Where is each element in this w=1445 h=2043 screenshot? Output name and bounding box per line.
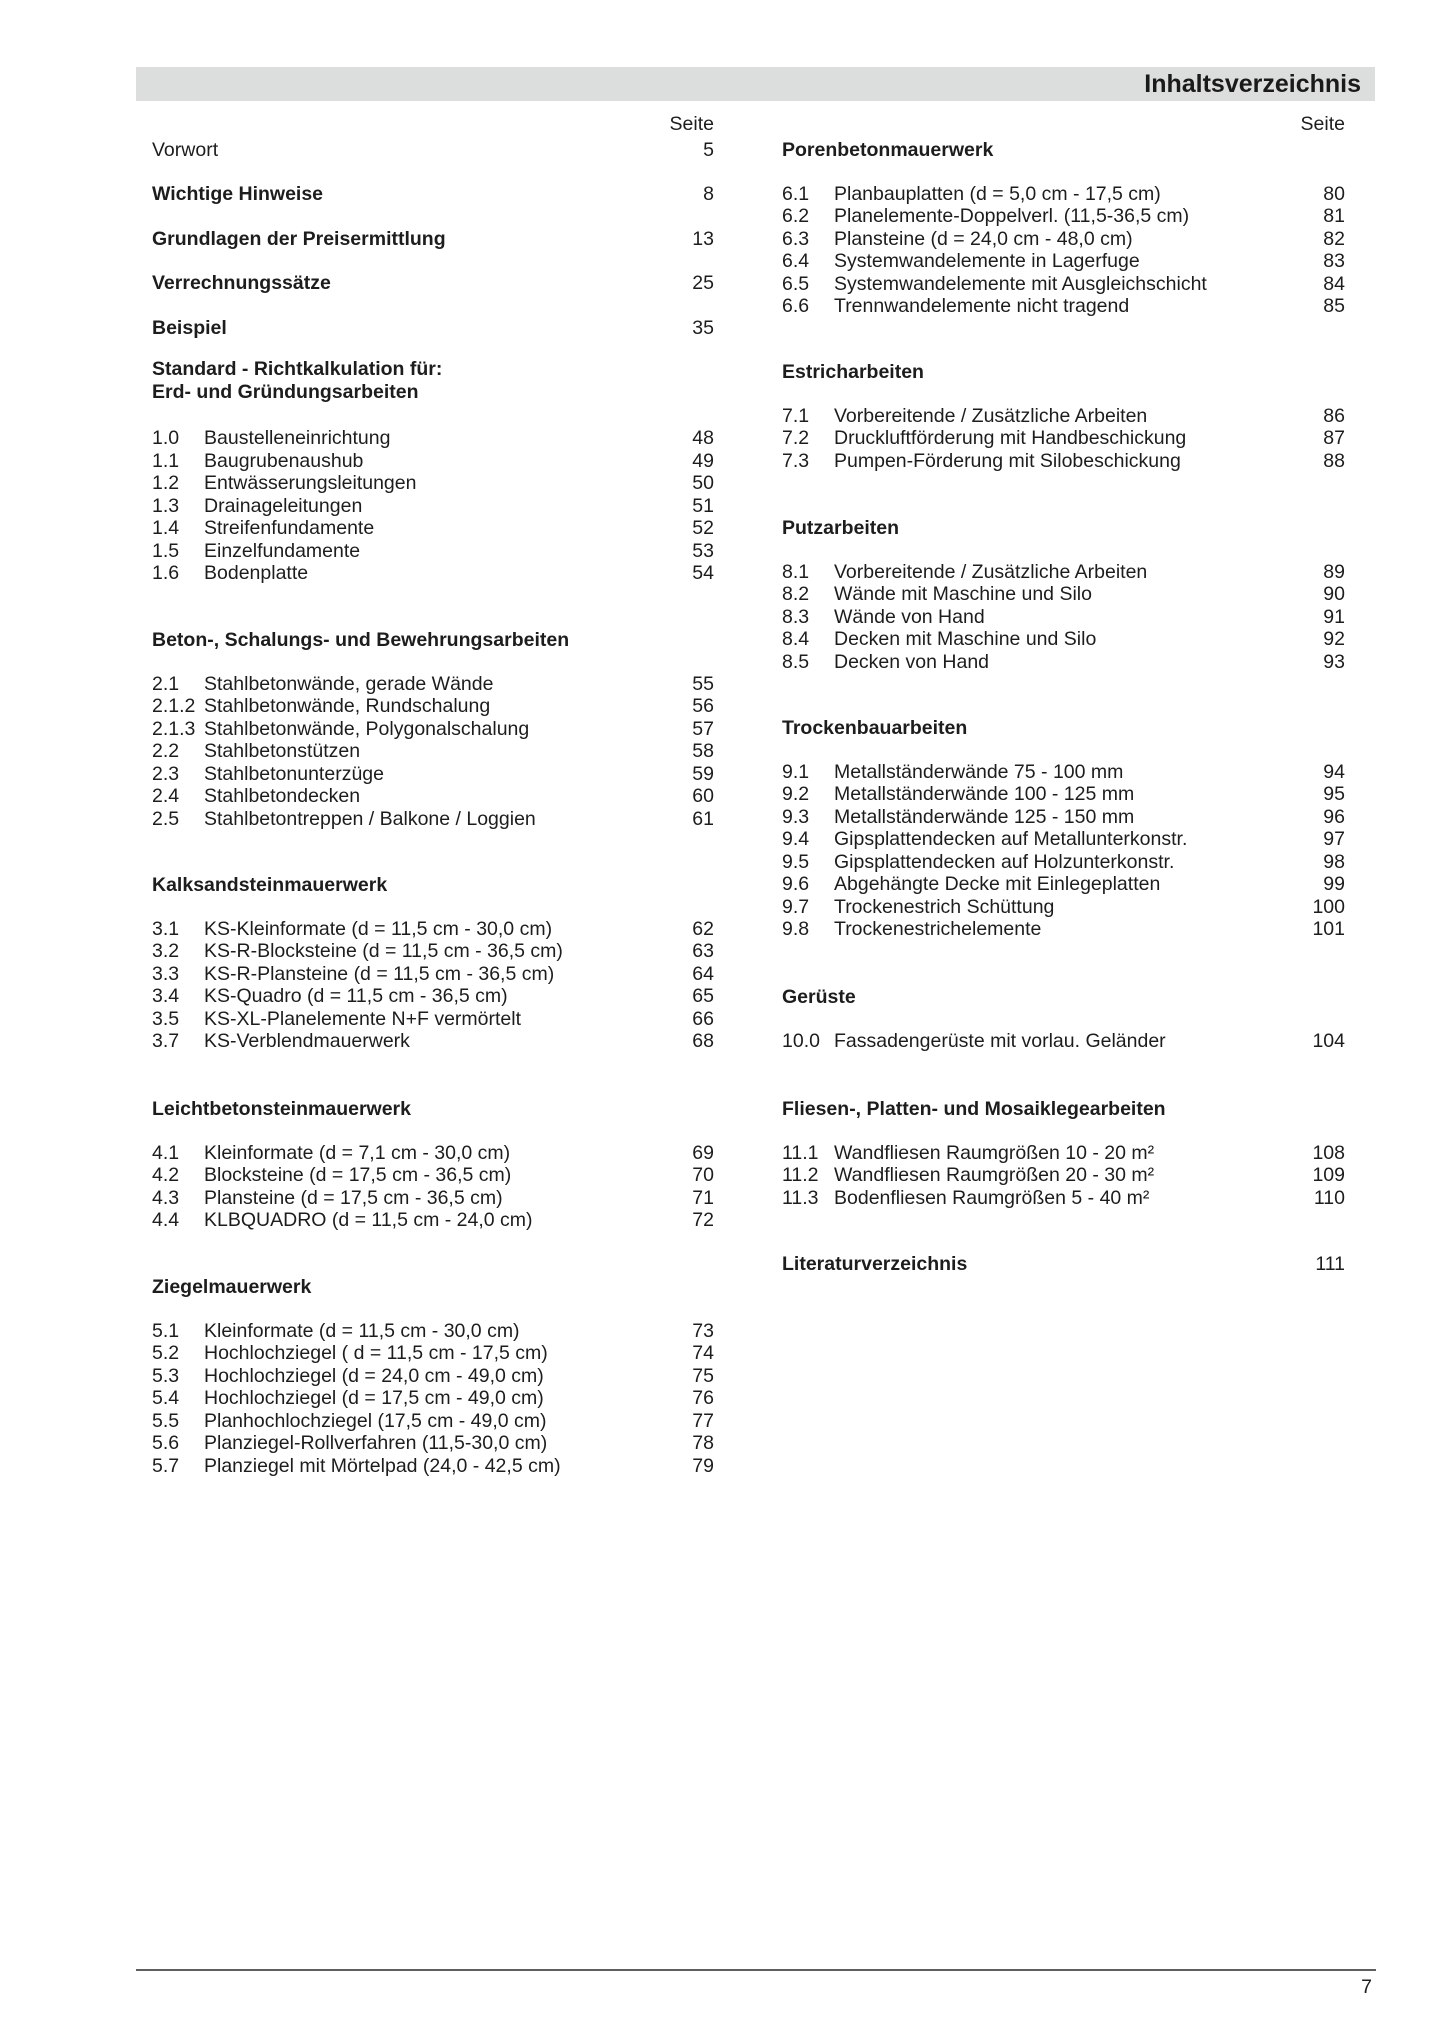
seite-column-header-left: Seite bbox=[669, 113, 714, 135]
section-items bbox=[152, 1320, 714, 1478]
toc-section bbox=[152, 874, 714, 1053]
toc-entry bbox=[152, 450, 714, 473]
entry-number: 5.1 bbox=[152, 1319, 180, 1342]
entry-page: 108 bbox=[1312, 1141, 1345, 1164]
entry-label: KS-R-Blocksteine (d = 11,5 cm - 36,5 cm) bbox=[204, 940, 563, 962]
toc-section bbox=[782, 717, 1345, 941]
entry-label: Wände mit Maschine und Silo bbox=[834, 583, 1092, 605]
entry-page: 52 bbox=[692, 517, 714, 539]
entry-label: Plansteine (d = 24,0 cm - 48,0 cm) bbox=[834, 227, 1133, 250]
entry-label: Pumpen-Förderung mit Silobeschickung bbox=[834, 449, 1181, 472]
section-title: Putzarbeiten bbox=[782, 517, 900, 539]
entry-page: 83 bbox=[1323, 250, 1345, 272]
entry-label: Planziegel mit Mörtelpad (24,0 - 42,5 cm) bbox=[204, 1454, 561, 1477]
section-title: Leichtbetonsteinmauerwerk bbox=[152, 1098, 411, 1120]
entry-label: Drainageleitungen bbox=[204, 494, 363, 517]
entry-page: 59 bbox=[692, 762, 714, 785]
toc-entry bbox=[782, 606, 1345, 629]
entry-page: 54 bbox=[692, 562, 714, 584]
toc-entry bbox=[152, 763, 714, 786]
entry-number: 9.2 bbox=[782, 783, 810, 805]
section-title: Ziegelmauerwerk bbox=[152, 1276, 312, 1298]
header-bar bbox=[136, 67, 1375, 101]
entry-label: Gipsplattendecken auf Holzunterkonstr. bbox=[834, 850, 1175, 873]
entry-label: Planelemente-Doppelverl. (11,5-36,5 cm) bbox=[834, 205, 1190, 227]
entry-number: 1.4 bbox=[152, 517, 180, 539]
entry-label: Vorbereitende / Zusätzliche Arbeiten bbox=[834, 560, 1148, 583]
entry-page: 71 bbox=[692, 1186, 714, 1209]
entry-page: 49 bbox=[692, 449, 714, 472]
entry-page: 74 bbox=[692, 1342, 714, 1364]
entry-number: 2.5 bbox=[152, 807, 180, 830]
entry-number: 9.6 bbox=[782, 873, 810, 895]
entry-number: 7.1 bbox=[782, 404, 810, 427]
page-title: Inhaltsverzeichnis bbox=[1144, 69, 1361, 98]
entry-label: Beispiel bbox=[152, 317, 227, 339]
entry-number: 2.1 bbox=[152, 672, 180, 695]
entry-page: 73 bbox=[692, 1319, 714, 1342]
toc-section bbox=[782, 986, 1345, 1052]
entry-label: Kleinformate (d = 11,5 cm - 30,0 cm) bbox=[204, 1319, 520, 1342]
section-items bbox=[782, 1142, 1345, 1210]
entry-page: 84 bbox=[1323, 272, 1345, 295]
entry-label: Stahlbetonunterzüge bbox=[204, 762, 384, 785]
entry-page: 104 bbox=[1312, 1029, 1345, 1052]
entry-number: 9.4 bbox=[782, 828, 810, 850]
entry-page: 93 bbox=[1323, 650, 1345, 673]
toc-entry bbox=[152, 740, 714, 763]
toc-entry bbox=[152, 139, 714, 162]
entry-label: Stahlbetonwände, Polygonalschalung bbox=[204, 717, 530, 740]
toc-entry bbox=[152, 918, 714, 941]
entry-label: Hochlochziegel (d = 17,5 cm - 49,0 cm) bbox=[204, 1387, 544, 1409]
entry-page: 85 bbox=[1323, 295, 1345, 317]
entry-page: 68 bbox=[692, 1030, 714, 1052]
entry-label: Decken mit Maschine und Silo bbox=[834, 628, 1097, 650]
entry-label: Druckluftförderung mit Handbeschickung bbox=[834, 427, 1187, 449]
toc-entry bbox=[152, 695, 714, 718]
toc-section bbox=[152, 1098, 714, 1232]
toc-entry bbox=[152, 1030, 714, 1053]
section-title-line2: Erd- und Gründungsarbeiten bbox=[152, 380, 419, 403]
toc-entry bbox=[152, 317, 714, 340]
toc-entry bbox=[152, 1410, 714, 1433]
entry-page: 25 bbox=[692, 272, 714, 294]
entry-page: 60 bbox=[692, 785, 714, 807]
entry-label: Trockenestrich Schüttung bbox=[834, 895, 1055, 918]
toc-entry bbox=[152, 1432, 714, 1455]
entry-label: Bodenplatte bbox=[204, 562, 309, 584]
toc-entry bbox=[782, 561, 1345, 584]
entry-label: KS-Kleinformate (d = 11,5 cm - 30,0 cm) bbox=[204, 917, 553, 940]
toc-entry bbox=[782, 918, 1345, 941]
toc-section bbox=[782, 517, 1345, 673]
entry-number: 11.2 bbox=[782, 1164, 819, 1186]
entry-label: Wandfliesen Raumgrößen 20 - 30 m² bbox=[834, 1164, 1155, 1186]
entry-page: 55 bbox=[692, 672, 714, 695]
entry-number: 9.7 bbox=[782, 895, 810, 918]
entry-label: KS-Quadro (d = 11,5 cm - 36,5 cm) bbox=[204, 985, 508, 1007]
entry-page: 109 bbox=[1312, 1164, 1345, 1186]
toc-section bbox=[152, 1276, 714, 1477]
toc-entry bbox=[152, 985, 714, 1008]
entry-number: 6.4 bbox=[782, 250, 810, 272]
entry-number: 1.1 bbox=[152, 449, 180, 472]
entry-page: 100 bbox=[1312, 895, 1345, 918]
entry-page: 90 bbox=[1323, 583, 1345, 605]
entry-number: 8.2 bbox=[782, 583, 810, 605]
toc-entry bbox=[782, 1030, 1345, 1053]
entry-number: 3.1 bbox=[152, 917, 180, 940]
entry-label: Planhochlochziegel (17,5 cm - 49,0 cm) bbox=[204, 1409, 547, 1432]
entry-page: 87 bbox=[1323, 427, 1345, 449]
toc-entry bbox=[152, 785, 714, 808]
entry-page: 66 bbox=[692, 1007, 714, 1030]
entry-label: Systemwandelemente in Lagerfuge bbox=[834, 250, 1140, 272]
toc-entry bbox=[782, 1142, 1345, 1165]
entry-number: 8.1 bbox=[782, 560, 810, 583]
entry-number: 1.5 bbox=[152, 539, 180, 562]
entry-label: KS-XL-Planelemente N+F vermörtelt bbox=[204, 1007, 521, 1030]
entry-number: 8.4 bbox=[782, 628, 810, 650]
entry-label: KS-Verblendmauerwerk bbox=[204, 1030, 410, 1052]
entry-page: 77 bbox=[692, 1409, 714, 1432]
toc-entry bbox=[152, 1342, 714, 1365]
entry-number: 4.2 bbox=[152, 1164, 180, 1186]
section-title: Estricharbeiten bbox=[782, 361, 924, 383]
entry-number: 9.3 bbox=[782, 805, 810, 828]
section-items bbox=[152, 918, 714, 1053]
seite-column-header-right: Seite bbox=[1300, 113, 1345, 135]
entry-page: 99 bbox=[1323, 873, 1345, 895]
entry-page: 70 bbox=[692, 1164, 714, 1186]
entry-page: 78 bbox=[692, 1432, 714, 1454]
section-title: Porenbetonmauerwerk bbox=[782, 139, 994, 161]
entry-page: 57 bbox=[692, 717, 714, 740]
toc-entry bbox=[782, 205, 1345, 228]
toc-entry bbox=[152, 718, 714, 741]
entry-page: 81 bbox=[1323, 205, 1345, 227]
entry-page: 35 bbox=[692, 317, 714, 339]
entry-number: 6.1 bbox=[782, 182, 810, 205]
toc-entry bbox=[782, 183, 1345, 206]
entry-page: 53 bbox=[692, 539, 714, 562]
entry-number: 5.4 bbox=[152, 1387, 180, 1409]
entry-number: 1.6 bbox=[152, 562, 180, 584]
entry-page: 8 bbox=[703, 183, 714, 205]
entry-label: Trockenestrichelemente bbox=[834, 918, 1042, 940]
entry-label: KLBQUADRO (d = 11,5 cm - 24,0 cm) bbox=[204, 1209, 533, 1231]
entry-number: 10.0 bbox=[782, 1029, 820, 1052]
entry-number: 3.3 bbox=[152, 962, 180, 985]
toc-entry bbox=[152, 1008, 714, 1031]
entry-number: 2.4 bbox=[152, 785, 180, 807]
entry-number: 6.2 bbox=[782, 205, 810, 227]
toc-entry bbox=[152, 1387, 714, 1410]
section-items bbox=[782, 183, 1345, 318]
toc-section bbox=[782, 139, 1345, 318]
toc-entry bbox=[782, 761, 1345, 784]
toc-section bbox=[782, 361, 1345, 472]
toc-entry bbox=[152, 183, 714, 206]
entry-number: 2.1.2 bbox=[152, 695, 196, 717]
toc-entry bbox=[152, 1142, 714, 1165]
toc-entry bbox=[782, 450, 1345, 473]
section-items bbox=[152, 427, 714, 585]
toc-entry bbox=[152, 963, 714, 986]
entry-label: Streifenfundamente bbox=[204, 517, 375, 539]
entry-label: Kleinformate (d = 7,1 cm - 30,0 cm) bbox=[204, 1141, 511, 1164]
entry-page: 72 bbox=[692, 1209, 714, 1231]
section-title: Gerüste bbox=[782, 986, 856, 1008]
entry-number: 2.3 bbox=[152, 762, 180, 785]
entry-number: 2.1.3 bbox=[152, 717, 196, 740]
entry-number: 7.2 bbox=[782, 427, 810, 449]
section-title: Fliesen-, Platten- und Mosaiklegearbeiten bbox=[782, 1098, 1166, 1120]
entry-label: Stahlbetonwände, Rundschalung bbox=[204, 695, 491, 717]
entry-label: Decken von Hand bbox=[834, 650, 990, 673]
entry-label: Baustelleneinrichtung bbox=[204, 427, 391, 449]
entry-label: Vorbereitende / Zusätzliche Arbeiten bbox=[834, 404, 1148, 427]
entry-label: Verrechnungssätze bbox=[152, 272, 331, 294]
toc-entry bbox=[782, 806, 1345, 829]
entry-number: 5.2 bbox=[152, 1342, 180, 1364]
entry-label: Stahlbetondecken bbox=[204, 785, 361, 807]
entry-page: 86 bbox=[1323, 404, 1345, 427]
entry-page: 62 bbox=[692, 917, 714, 940]
toc-entry bbox=[782, 250, 1345, 273]
entry-label: Stahlbetonstützen bbox=[204, 740, 361, 762]
entry-label: Entwässerungsleitungen bbox=[204, 472, 417, 494]
entry-page: 76 bbox=[692, 1387, 714, 1409]
section-items bbox=[782, 405, 1345, 473]
toc-entry bbox=[782, 1187, 1345, 1210]
entry-label: Vorwort bbox=[152, 139, 219, 161]
entry-page: 97 bbox=[1323, 828, 1345, 850]
entry-number: 9.5 bbox=[782, 850, 810, 873]
toc-entry bbox=[782, 628, 1345, 651]
entry-label: Wände von Hand bbox=[834, 605, 985, 628]
entry-number: 1.0 bbox=[152, 427, 180, 449]
toc-entry bbox=[782, 651, 1345, 674]
entry-number: 3.5 bbox=[152, 1007, 180, 1030]
entry-number: 3.7 bbox=[152, 1030, 180, 1052]
entry-number: 11.1 bbox=[782, 1141, 819, 1164]
entry-page: 101 bbox=[1312, 918, 1345, 940]
section-items bbox=[152, 1142, 714, 1232]
entry-label: Hochlochziegel (d = 24,0 cm - 49,0 cm) bbox=[204, 1364, 544, 1387]
entry-page: 91 bbox=[1323, 605, 1345, 628]
toc-entry bbox=[152, 1209, 714, 1232]
toc-entry-literature bbox=[782, 1253, 1345, 1276]
entry-label: Wandfliesen Raumgrößen 10 - 20 m² bbox=[834, 1141, 1155, 1164]
entry-label: Planbauplatten (d = 5,0 cm - 17,5 cm) bbox=[834, 182, 1161, 205]
entry-page: 111 bbox=[1315, 1253, 1345, 1275]
toc-entry bbox=[152, 472, 714, 495]
entry-number: 4.3 bbox=[152, 1186, 180, 1209]
entry-label: Einzelfundamente bbox=[204, 539, 361, 562]
entry-page: 58 bbox=[692, 740, 714, 762]
toc-entry bbox=[152, 1455, 714, 1478]
section-items bbox=[782, 761, 1345, 941]
entry-page: 69 bbox=[692, 1141, 714, 1164]
toc-entry bbox=[152, 673, 714, 696]
entry-page: 110 bbox=[1313, 1186, 1345, 1209]
entry-label: Blocksteine (d = 17,5 cm - 36,5 cm) bbox=[204, 1164, 512, 1186]
section-items bbox=[782, 561, 1345, 674]
entry-label: Wichtige Hinweise bbox=[152, 183, 324, 205]
toc-entry bbox=[782, 851, 1345, 874]
entry-label: Trennwandelemente nicht tragend bbox=[834, 295, 1130, 317]
toc-entry bbox=[782, 583, 1345, 606]
entry-number: 3.4 bbox=[152, 985, 180, 1007]
entry-label: Abgehängte Decke mit Einlegeplatten bbox=[834, 873, 1161, 895]
section-title: Beton-, Schalungs- und Bewehrungsarbeiten bbox=[152, 629, 570, 651]
entry-number: 2.2 bbox=[152, 740, 180, 762]
entry-number: 4.1 bbox=[152, 1141, 180, 1164]
entry-label: Fassadengerüste mit vorlau. Geländer bbox=[834, 1029, 1166, 1052]
entry-page: 88 bbox=[1323, 449, 1345, 472]
toc-entry bbox=[782, 228, 1345, 251]
entry-number: 6.6 bbox=[782, 295, 810, 317]
entry-number: 9.1 bbox=[782, 760, 810, 783]
entry-number: 1.3 bbox=[152, 494, 180, 517]
entry-label: Metallständerwände 100 - 125 mm bbox=[834, 783, 1135, 805]
entry-number: 9.8 bbox=[782, 918, 810, 940]
toc-entry bbox=[782, 295, 1345, 318]
toc-entry bbox=[152, 808, 714, 831]
section-items bbox=[782, 1030, 1345, 1053]
entry-label: Grundlagen der Preisermittlung bbox=[152, 228, 446, 250]
entry-page: 5 bbox=[703, 139, 714, 161]
toc-entry bbox=[152, 540, 714, 563]
section-title: Trockenbauarbeiten bbox=[782, 717, 968, 739]
entry-number: 7.3 bbox=[782, 449, 810, 472]
toc-section bbox=[152, 358, 714, 585]
entry-page: 95 bbox=[1323, 783, 1345, 805]
entry-page: 79 bbox=[692, 1454, 714, 1477]
toc-entry bbox=[152, 940, 714, 963]
entry-page: 51 bbox=[692, 494, 714, 517]
entry-page: 65 bbox=[692, 985, 714, 1007]
entry-label: Systemwandelemente mit Ausgleichschicht bbox=[834, 272, 1207, 295]
entry-number: 5.3 bbox=[152, 1364, 180, 1387]
entry-page: 92 bbox=[1323, 628, 1345, 650]
entry-page: 98 bbox=[1323, 850, 1345, 873]
entry-page: 63 bbox=[692, 940, 714, 962]
entry-page: 61 bbox=[692, 807, 714, 830]
entry-number: 5.6 bbox=[152, 1432, 180, 1454]
entry-label: Planziegel-Rollverfahren (11,5-30,0 cm) bbox=[204, 1432, 548, 1454]
entry-page: 82 bbox=[1323, 227, 1345, 250]
entry-number: 4.4 bbox=[152, 1209, 180, 1231]
entry-page: 56 bbox=[692, 695, 714, 717]
entry-label: Hochlochziegel ( d = 11,5 cm - 17,5 cm) bbox=[204, 1342, 548, 1364]
entry-label: Plansteine (d = 17,5 cm - 36,5 cm) bbox=[204, 1186, 503, 1209]
entry-label: Stahlbetontreppen / Balkone / Loggien bbox=[204, 807, 536, 830]
toc-section bbox=[782, 1098, 1345, 1209]
toc-entry bbox=[782, 828, 1345, 851]
toc-entry bbox=[152, 1320, 714, 1343]
entry-page: 94 bbox=[1323, 760, 1345, 783]
entry-label: Metallständerwände 75 - 100 mm bbox=[834, 760, 1124, 783]
entry-label: Literaturverzeichnis bbox=[782, 1253, 968, 1275]
toc-entry bbox=[782, 783, 1345, 806]
entry-page: 89 bbox=[1323, 560, 1345, 583]
toc-entry bbox=[152, 272, 714, 295]
toc-entry bbox=[152, 517, 714, 540]
entry-page: 75 bbox=[692, 1364, 714, 1387]
entry-number: 8.5 bbox=[782, 650, 810, 673]
toc-section bbox=[152, 629, 714, 830]
toc-entry bbox=[152, 1365, 714, 1388]
entry-label: Metallständerwände 125 - 150 mm bbox=[834, 805, 1135, 828]
entry-number: 5.5 bbox=[152, 1409, 180, 1432]
toc-entry bbox=[782, 427, 1345, 450]
entry-number: 1.2 bbox=[152, 472, 180, 494]
toc-entry bbox=[152, 1164, 714, 1187]
entry-page: 96 bbox=[1323, 805, 1345, 828]
toc-entry bbox=[782, 1164, 1345, 1187]
entry-number: 5.7 bbox=[152, 1454, 180, 1477]
entry-number: 6.3 bbox=[782, 227, 810, 250]
footer-rule bbox=[136, 1969, 1376, 1971]
entry-page: 64 bbox=[692, 962, 714, 985]
toc-entry bbox=[152, 1187, 714, 1210]
entry-page: 48 bbox=[692, 427, 714, 449]
entry-label: Bodenfliesen Raumgrößen 5 - 40 m² bbox=[834, 1186, 1150, 1209]
section-title: Kalksandsteinmauerwerk bbox=[152, 874, 388, 896]
toc-entry bbox=[152, 495, 714, 518]
entry-label: KS-R-Plansteine (d = 11,5 cm - 36,5 cm) bbox=[204, 962, 555, 985]
toc-entry bbox=[782, 873, 1345, 896]
entry-label: Gipsplattendecken auf Metallunterkonstr. bbox=[834, 828, 1188, 850]
toc-entry bbox=[782, 405, 1345, 428]
page-number: 7 bbox=[1361, 1976, 1372, 1998]
entry-page: 80 bbox=[1323, 182, 1345, 205]
entry-label: Baugrubenaushub bbox=[204, 449, 364, 472]
entry-number: 3.2 bbox=[152, 940, 180, 962]
toc-entry bbox=[152, 562, 714, 585]
toc-entry bbox=[782, 273, 1345, 296]
entry-page: 50 bbox=[692, 472, 714, 494]
toc-entry bbox=[152, 427, 714, 450]
entry-number: 6.5 bbox=[782, 272, 810, 295]
entry-label: Stahlbetonwände, gerade Wände bbox=[204, 672, 494, 695]
entry-number: 8.3 bbox=[782, 605, 810, 628]
toc-entry bbox=[782, 896, 1345, 919]
section-title: Standard - Richtkalkulation für: bbox=[152, 358, 443, 380]
toc-entry bbox=[152, 228, 714, 251]
section-items bbox=[152, 673, 714, 831]
entry-number: 11.3 bbox=[782, 1186, 819, 1209]
entry-page: 13 bbox=[692, 228, 714, 250]
